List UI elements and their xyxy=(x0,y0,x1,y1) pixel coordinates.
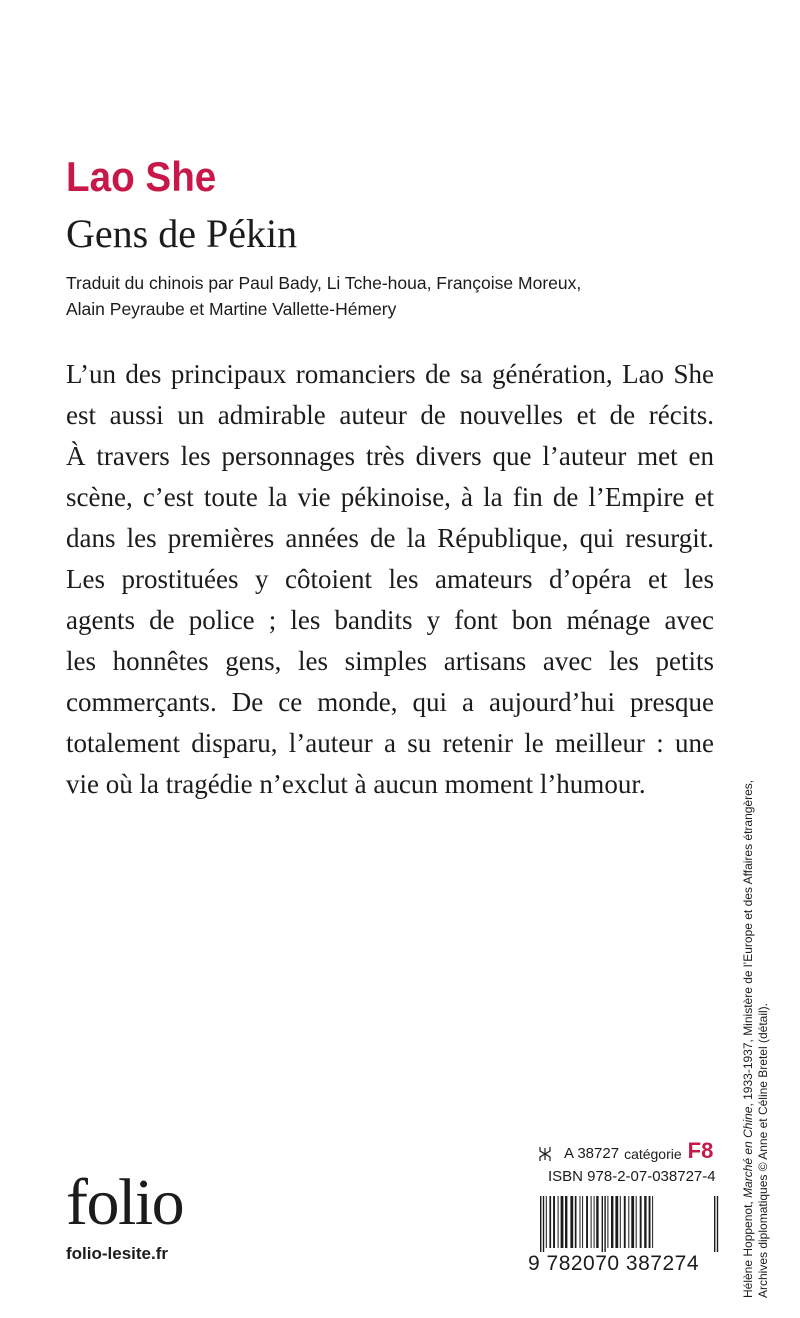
barcode-bar xyxy=(717,1196,718,1252)
blurb-line: vie où la tragédie n’exclut à aucun moment l’humour. xyxy=(66,769,646,799)
barcode-bar xyxy=(596,1196,598,1248)
barcode-bar xyxy=(580,1196,581,1248)
barcode-bar xyxy=(558,1196,559,1248)
category-code: F8 xyxy=(687,1138,714,1163)
barcode-bar xyxy=(594,1196,595,1248)
barcode-bar xyxy=(543,1196,544,1252)
back-cover-blurb xyxy=(66,354,714,805)
barcode-bar xyxy=(604,1196,605,1252)
blurb-line: dans les premières années de la République, qui resurgit. xyxy=(66,523,714,553)
isbn: ISBN 978-2-07-038727-4 xyxy=(548,1168,716,1185)
barcode-bar xyxy=(624,1196,626,1248)
barcode-bar xyxy=(649,1196,651,1248)
blurb-line: agents de police ; les bandits y font bon ménage avec xyxy=(66,605,714,635)
barcode-bar xyxy=(644,1196,646,1248)
barcode-bar xyxy=(546,1196,547,1248)
credit-rest: , 1933-1937, Ministère de l’Europe et des Affaires étrangères, xyxy=(741,779,755,1107)
barcode-bar xyxy=(570,1196,573,1248)
barcode-bar xyxy=(591,1196,592,1248)
blurb-line: commerçants. De ce monde, qui a aujourd’hui presque xyxy=(66,687,714,717)
author-name: Lao She xyxy=(66,153,217,200)
catalog-codes xyxy=(538,1132,718,1162)
barcode-bar xyxy=(714,1196,715,1252)
credit-artist: Hélène Hoppenot, xyxy=(741,1197,755,1298)
barcode-bar xyxy=(615,1196,618,1248)
blurb-line: Les prostituées y côtoient les amateurs d’opéra et les xyxy=(66,564,714,594)
barcode-bar xyxy=(575,1196,577,1248)
barcode-digits: 9 782070 387274 xyxy=(528,1252,699,1275)
blurb-line: L’un des principaux romanciers de sa génération, Lao She xyxy=(66,359,714,389)
barcode-bar xyxy=(565,1196,567,1248)
barcode-bar xyxy=(636,1196,637,1248)
credit-line xyxy=(741,780,756,1298)
translator-credits xyxy=(66,270,686,322)
category-label: catégorie xyxy=(624,1146,682,1162)
barcode-bar xyxy=(652,1196,653,1248)
barcode-bar xyxy=(602,1196,603,1252)
publisher-logo: folio xyxy=(66,1166,184,1239)
blurb-line: totalement disparu, l’auteur a su retenir le meilleur : une xyxy=(66,728,714,758)
barcode-bar xyxy=(620,1196,621,1248)
category-row xyxy=(538,1132,718,1162)
blurb-line: À travers les personnages très divers que l’auteur met en xyxy=(66,441,714,471)
barcode-bar xyxy=(549,1196,551,1248)
publisher-website: folio-lesite.fr xyxy=(66,1244,169,1263)
barcode-bar xyxy=(611,1196,613,1248)
cover-illustration-credit xyxy=(741,780,771,1298)
barcode-bar xyxy=(631,1196,634,1248)
book-title: Gens de Pékin xyxy=(66,211,298,256)
barcode xyxy=(538,1196,720,1252)
translator-line: Traduit du chinois par Paul Bady, Li Tche-houa, Françoise Moreux, xyxy=(66,273,582,293)
blurb-line: les honnêtes gens, les simples artisans avec les petits xyxy=(66,646,714,676)
barcode-bar xyxy=(540,1196,541,1252)
folio-mark-icon xyxy=(538,1146,552,1162)
catalog-number: A 38727 xyxy=(564,1145,620,1162)
barcode-bar xyxy=(586,1196,588,1248)
barcode-bar xyxy=(607,1196,608,1248)
barcode-bar xyxy=(640,1196,642,1248)
blurb-line: est aussi un admirable auteur de nouvelles et de récits. xyxy=(66,400,714,430)
blurb-line: scène, c’est toute la vie pékinoise, à la fin de l’Empire et xyxy=(66,482,714,512)
barcode-bar xyxy=(582,1196,583,1248)
barcode-bar xyxy=(561,1196,564,1248)
barcode-bar xyxy=(628,1196,629,1248)
translator-line: Alain Peyraube et Martine Vallette-Hémery xyxy=(66,299,397,319)
barcode-bar xyxy=(553,1196,555,1248)
credit-artwork: Marché en Chine xyxy=(741,1106,755,1198)
credit-line: Archives diplomatiques © Anne et Céline Bretel (détail). xyxy=(756,1003,770,1298)
